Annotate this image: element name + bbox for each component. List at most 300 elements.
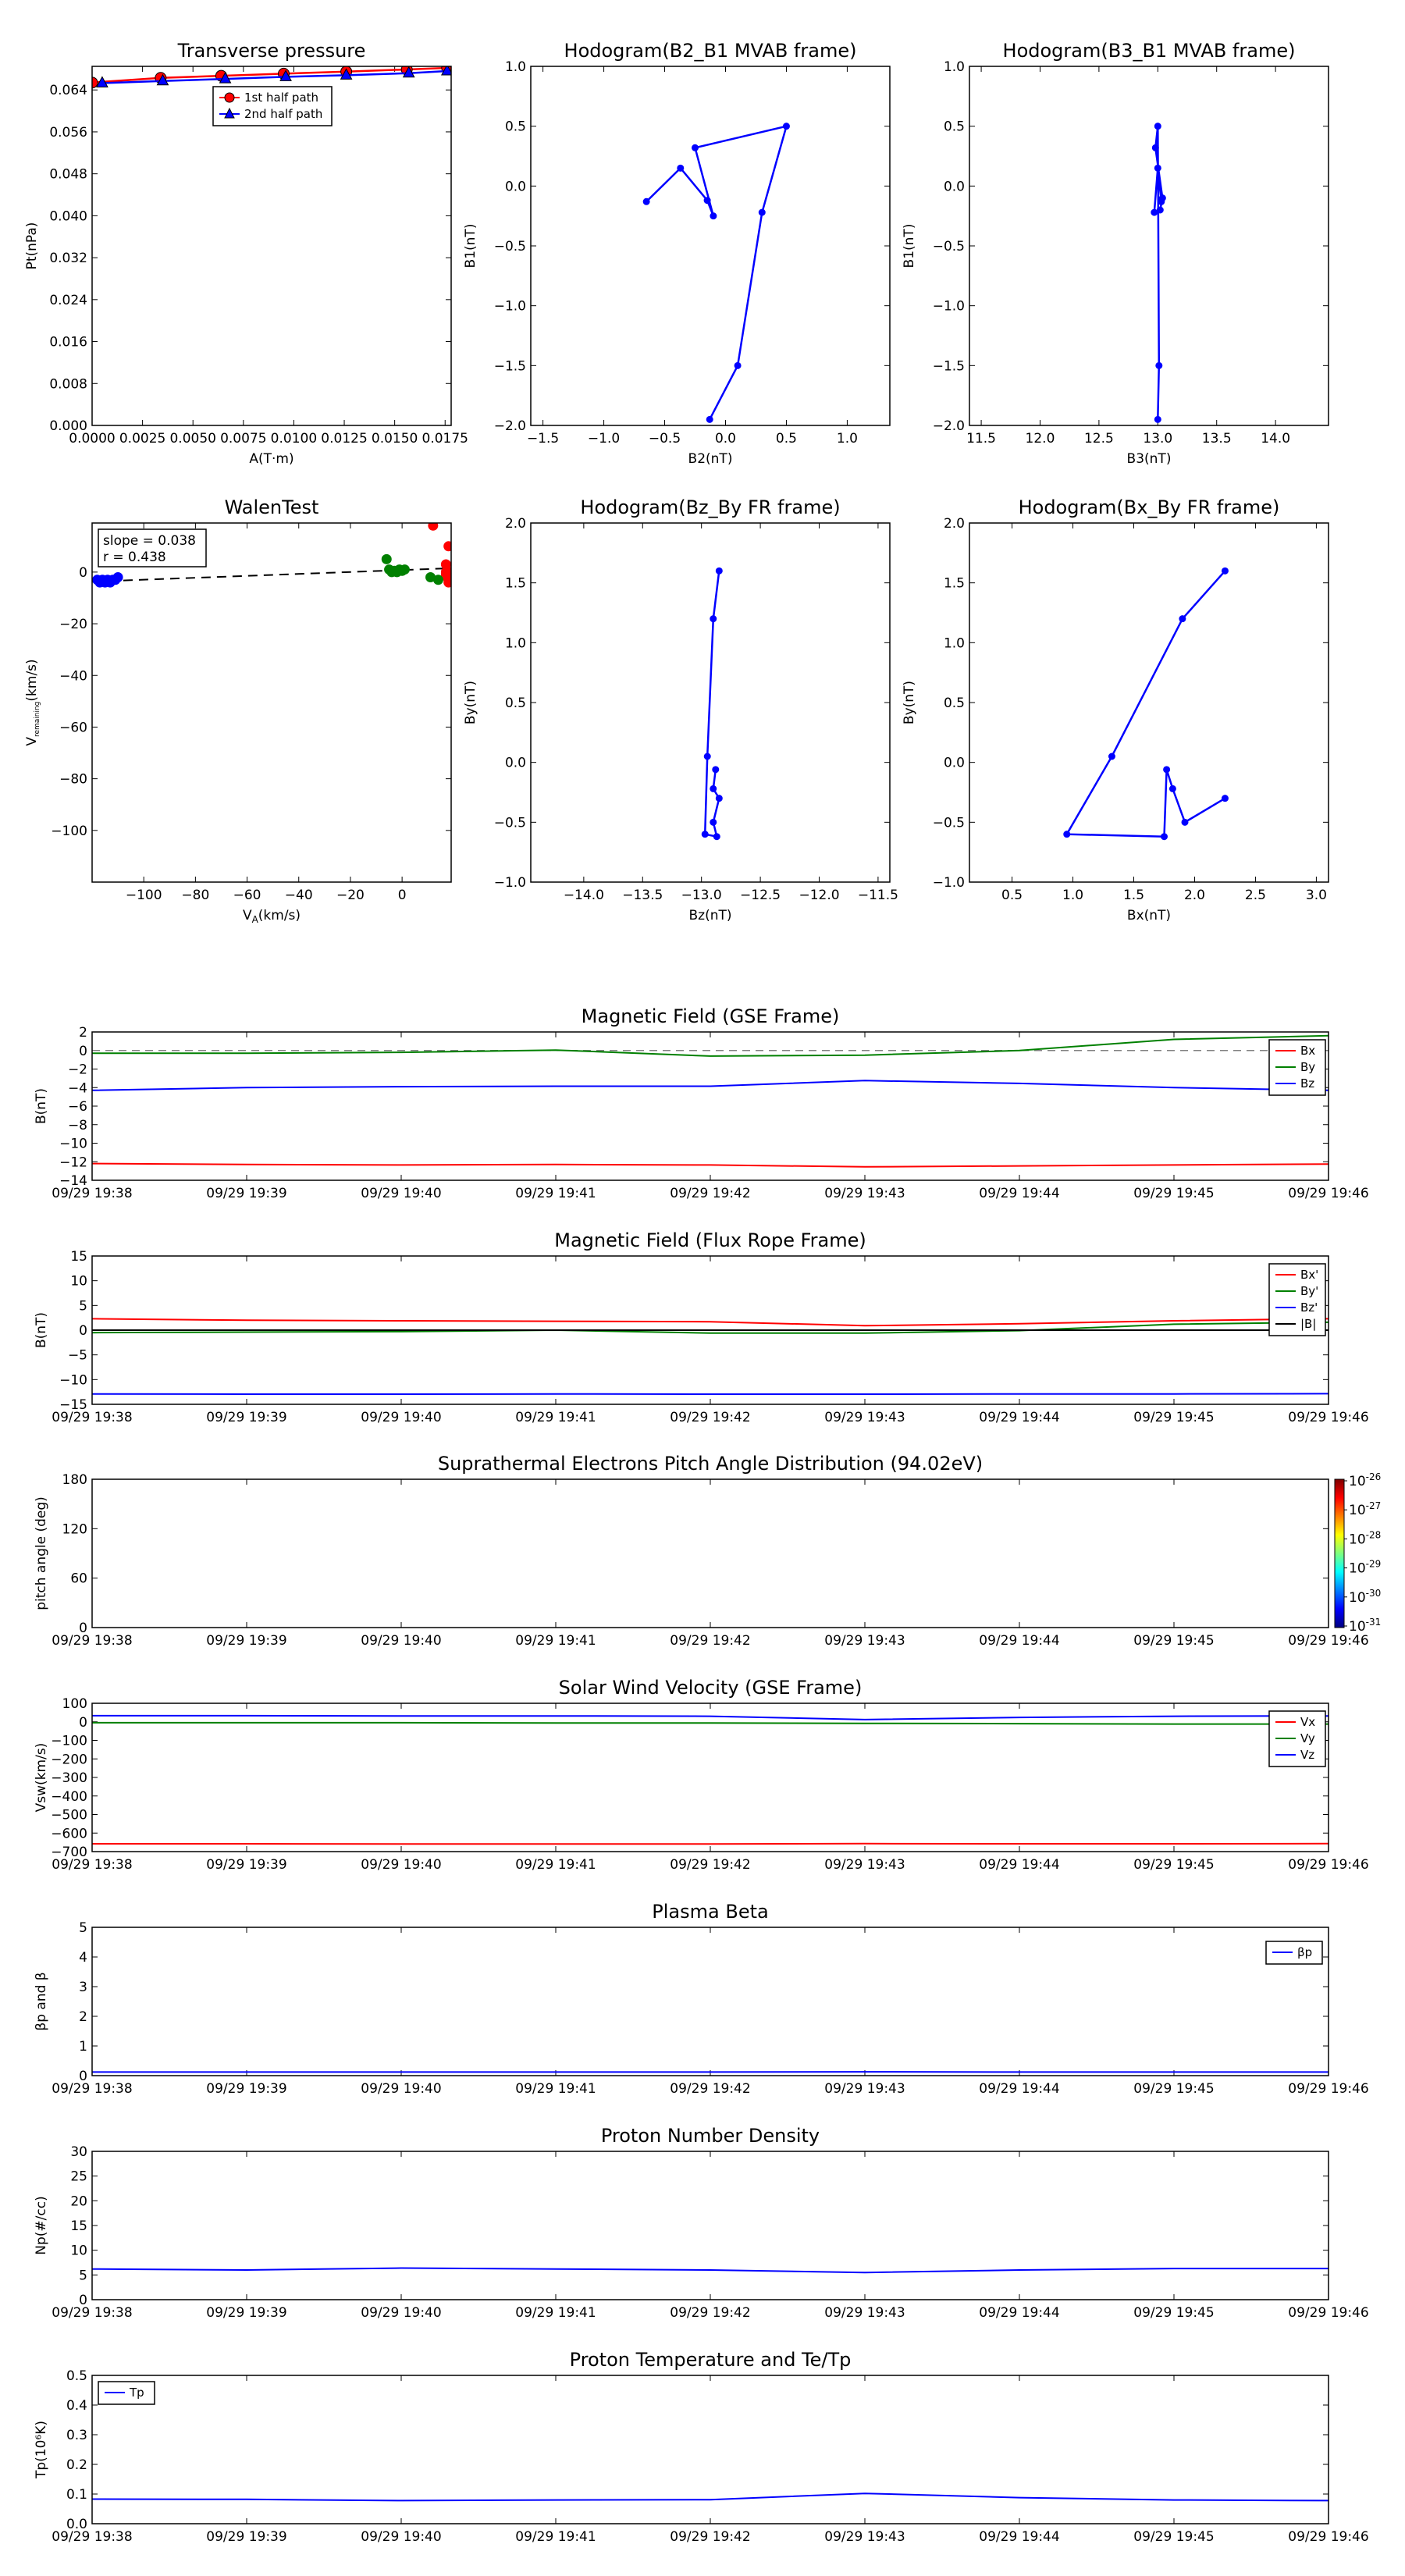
x-tick-label: 14.0	[1261, 431, 1291, 447]
colorbar-tick-label	[1349, 1617, 1381, 1635]
plot-frame	[92, 1032, 1329, 1180]
colorbar-tick-exponent: -30	[1365, 1587, 1382, 1599]
y-tick-label: −0.5	[493, 239, 526, 254]
chart-title: Hodogram(Bz_By FR frame)	[580, 496, 841, 518]
data-point	[713, 834, 720, 840]
x-tick-label: 09/29 19:39	[206, 1186, 287, 1201]
x-tick-label: 09/29 19:45	[1133, 1410, 1215, 1425]
x-tick-label: 11.5	[966, 431, 997, 447]
y-tick-label: −1.0	[493, 875, 526, 891]
plot-frame	[92, 1927, 1329, 2076]
colorbar-tick-exponent: -29	[1365, 1558, 1382, 1570]
y-tick-label: 0	[79, 1714, 87, 1731]
plot-frame	[969, 66, 1329, 425]
data-point	[710, 616, 717, 622]
data-point	[1157, 207, 1163, 213]
y-tick-label: 0.048	[49, 166, 87, 183]
x-tick-label: 09/29 19:44	[979, 2305, 1060, 2321]
y-tick-label: 0.4	[66, 2398, 87, 2414]
y-tick-label: −600	[51, 1826, 87, 1842]
series-line	[92, 1716, 1329, 1720]
y-tick-label: −60	[59, 720, 87, 736]
x-tick-label: 09/29 19:43	[824, 1186, 905, 1201]
data-point	[1179, 616, 1186, 622]
data-point	[710, 819, 717, 825]
x-tick-label: 09/29 19:40	[361, 1186, 442, 1201]
legend-label: |B|	[1300, 1317, 1317, 1331]
series-line	[92, 2493, 1329, 2500]
data-point	[1159, 195, 1165, 201]
y-tick-label: −40	[59, 668, 87, 685]
x-tick-label: 09/29 19:43	[824, 1857, 905, 1873]
y-axis-label: βp and β	[34, 1972, 49, 2031]
plasma-beta-panel	[34, 1901, 1369, 2097]
y-tick-label: −0.5	[932, 815, 965, 831]
y-tick-label: 2.0	[943, 516, 965, 532]
x-tick-label: −100	[125, 888, 162, 903]
chart-title: Plasma Beta	[652, 1901, 769, 1923]
data-point	[643, 198, 649, 205]
colorbar-tick-label	[1349, 1529, 1381, 1547]
x-tick-label: 09/29 19:41	[515, 1186, 596, 1201]
x-tick-label: 09/29 19:39	[206, 2081, 287, 2097]
x-tick-label: 0.0000	[69, 431, 116, 447]
x-tick-label: 09/29 19:41	[515, 2081, 596, 2097]
hodogram-bz-by-panel	[463, 496, 898, 923]
data-point	[1152, 144, 1158, 151]
x-tick-label: −12.0	[799, 888, 840, 903]
x-tick-label: −12.5	[740, 888, 781, 903]
x-tick-label: 1.0	[1062, 888, 1084, 903]
x-tick-label: −11.5	[857, 888, 898, 903]
plot-frame	[92, 1703, 1329, 1852]
y-tick-label: 10	[70, 2243, 87, 2259]
x-tick-label: 09/29 19:41	[515, 1410, 596, 1425]
x-tick-label: 1.5	[1122, 888, 1145, 903]
legend-label: By	[1300, 1060, 1316, 1074]
x-tick-label: 09/29 19:46	[1288, 2081, 1369, 2097]
legend-label: By'	[1300, 1284, 1319, 1298]
y-tick-label: −200	[51, 1752, 87, 1768]
x-tick-label: 3.0	[1305, 888, 1327, 903]
scatter-point	[382, 554, 391, 564]
x-tick-label: 09/29 19:40	[361, 1410, 442, 1425]
y-tick-label: 0.5	[943, 119, 965, 135]
x-tick-label: 2.5	[1244, 888, 1266, 903]
x-tick-label: 0.0175	[422, 431, 468, 447]
data-point	[704, 197, 710, 204]
x-tick-label: 12.5	[1083, 431, 1114, 447]
annotation-text: r = 0.438	[103, 550, 166, 565]
y-tick-label: 1.5	[943, 575, 965, 592]
x-tick-label: 0.5	[1001, 888, 1023, 903]
chart-title: Hodogram(B3_B1 MVAB frame)	[1002, 40, 1296, 62]
y-tick-label: 0.5	[504, 119, 526, 135]
y-tick-label: 1.0	[504, 635, 526, 652]
plot-frame	[92, 2151, 1329, 2300]
x-tick-label: −14.0	[563, 888, 604, 903]
legend-label: Bz'	[1300, 1300, 1318, 1315]
y-axis-label: Vsw(km/s)	[34, 1742, 49, 1813]
y-tick-label: 120	[62, 1521, 87, 1538]
y-tick-label: 30	[70, 2144, 87, 2160]
plot-area	[92, 1716, 1329, 1844]
legend	[1269, 1040, 1325, 1095]
y-tick-label: −80	[59, 771, 87, 788]
data-point	[716, 568, 722, 574]
x-tick-label: 09/29 19:42	[670, 1633, 751, 1649]
colorbar-tick-label	[1349, 1559, 1381, 1577]
x-tick-label: 09/29 19:42	[670, 2529, 751, 2545]
y-tick-label: 4	[79, 1950, 87, 1966]
data-point	[692, 144, 699, 151]
x-tick-label: 09/29 19:38	[52, 2081, 133, 2097]
series-line	[92, 1080, 1329, 1091]
annotation-text: slope = 0.038	[103, 533, 196, 549]
x-tick-label: 09/29 19:40	[361, 1857, 442, 1873]
chart-title: Transverse pressure	[177, 40, 366, 62]
x-tick-label: 0.0150	[371, 431, 418, 447]
x-tick-label: 12.0	[1025, 431, 1055, 447]
plot-area	[643, 123, 789, 423]
x-tick-label: 09/29 19:46	[1288, 1857, 1369, 1873]
data-point	[716, 795, 722, 802]
colorbar-tick-base: 10	[1349, 1589, 1366, 1606]
y-tick-label: 0.0	[943, 179, 965, 195]
x-tick-label: 09/29 19:40	[361, 2081, 442, 2097]
y-tick-label: 0.024	[49, 292, 87, 308]
y-tick-label: 0.0	[943, 755, 965, 771]
scatter-point	[444, 542, 454, 551]
chart-title: Suprathermal Electrons Pitch Angle Distribution (94.02eV)	[437, 1453, 984, 1475]
chart-title: Magnetic Field (Flux Rope Frame)	[554, 1229, 866, 1251]
data-point	[710, 785, 717, 792]
series-line	[1067, 571, 1225, 836]
x-tick-label: 09/29 19:46	[1288, 2529, 1369, 2545]
plot-area	[92, 1036, 1329, 1167]
x-tick-label: −13.5	[622, 888, 663, 903]
x-tick-label: 13.0	[1143, 431, 1173, 447]
x-tick-label: −80	[181, 888, 210, 903]
plot-area	[1064, 568, 1229, 839]
chart-title: Proton Temperature and Te/Tp	[569, 2349, 852, 2371]
y-tick-label: 10	[70, 1273, 87, 1290]
plot-frame	[531, 66, 890, 425]
x-tick-label: −1.0	[587, 431, 621, 447]
legend	[213, 87, 332, 126]
y-tick-label: −5	[67, 1347, 87, 1364]
legend-label: βp	[1297, 1945, 1313, 1959]
data-point	[1222, 568, 1228, 574]
y-tick-label: −2.0	[932, 418, 965, 434]
y-tick-label: −14	[59, 1173, 87, 1189]
x-tick-label: 0.0125	[321, 431, 368, 447]
colorbar-tick-exponent: -27	[1365, 1500, 1382, 1512]
y-tick-label: 0.5	[943, 696, 965, 711]
y-tick-label: −100	[51, 823, 87, 839]
scatter-point	[113, 572, 123, 582]
scatter-point	[400, 565, 409, 575]
series-line	[92, 1036, 1329, 1056]
y-tick-label: −6	[67, 1099, 87, 1115]
x-tick-label: 09/29 19:41	[515, 1633, 596, 1649]
legend	[1266, 1941, 1322, 1964]
data-point	[1161, 834, 1167, 840]
x-tick-label: 09/29 19:42	[670, 1186, 751, 1201]
y-tick-label: 100	[62, 1696, 87, 1712]
plot-area	[92, 2268, 1329, 2273]
x-tick-label: 09/29 19:43	[824, 1410, 905, 1425]
plot-frame	[92, 2375, 1329, 2524]
data-point	[1108, 753, 1115, 760]
series-line	[92, 1844, 1329, 1845]
y-tick-label: −1.5	[932, 358, 965, 375]
y-tick-label: 2	[79, 2009, 87, 2025]
legend	[1269, 1264, 1325, 1336]
x-tick-label: 09/29 19:44	[979, 2529, 1060, 2545]
data-point	[1154, 165, 1161, 171]
x-tick-label: 09/29 19:45	[1133, 2529, 1215, 2545]
x-axis-label: A(T·m)	[249, 451, 294, 467]
y-tick-label: −20	[59, 617, 87, 633]
x-tick-label: 09/29 19:44	[979, 1410, 1060, 1425]
y-tick-label: −4	[67, 1080, 87, 1097]
x-tick-label: 09/29 19:45	[1133, 2305, 1215, 2321]
x-tick-label: −60	[233, 888, 261, 903]
series-line	[92, 2268, 1329, 2273]
y-tick-label: 15	[70, 1249, 87, 1265]
y-tick-label: 1.0	[504, 59, 526, 75]
x-tick-label: 09/29 19:42	[670, 2305, 751, 2321]
chart-title: Hodogram(Bx_By FR frame)	[1018, 496, 1280, 518]
data-point	[783, 123, 789, 130]
y-tick-label: 0.008	[49, 376, 87, 393]
x-axis-label: B2(nT)	[688, 451, 733, 467]
x-tick-label: 09/29 19:38	[52, 1410, 133, 1425]
x-tick-label: 0.5	[775, 431, 797, 447]
y-tick-label: 0.064	[49, 83, 87, 99]
y-tick-label: 5	[79, 1298, 87, 1315]
x-tick-label: 09/29 19:39	[206, 1410, 287, 1425]
y-tick-label: 0.000	[49, 418, 87, 434]
colorbar-tick-label	[1349, 1471, 1381, 1489]
x-tick-label: −1.5	[526, 431, 560, 447]
y-axis-label: B(nT)	[34, 1311, 49, 1349]
y-tick-label: 1.0	[943, 635, 965, 652]
colorbar-tick-exponent: -26	[1365, 1471, 1382, 1482]
magnetic-field-gse-panel	[34, 1005, 1369, 1201]
x-tick-label: 09/29 19:45	[1133, 1857, 1215, 1873]
x-tick-label: 09/29 19:43	[824, 2305, 905, 2321]
y-tick-label: −10	[59, 1372, 87, 1389]
y-tick-label: 180	[62, 1472, 87, 1488]
x-tick-label: 09/29 19:46	[1288, 2305, 1369, 2321]
x-tick-label: 09/29 19:40	[361, 1633, 442, 1649]
plot-frame	[92, 1479, 1329, 1628]
chart-title: WalenTest	[224, 496, 319, 518]
magnetic-field-flux-rope-panel	[34, 1229, 1369, 1425]
colorbar-tick-label	[1349, 1588, 1381, 1606]
x-tick-label: 09/29 19:43	[824, 2529, 905, 2545]
x-tick-label: 09/29 19:39	[206, 1633, 287, 1649]
x-tick-label: 09/29 19:38	[52, 2529, 133, 2545]
y-tick-label: 15	[70, 2218, 87, 2234]
chart-title: Solar Wind Velocity (GSE Frame)	[558, 1677, 863, 1699]
legend-label: 1st half path	[244, 91, 319, 105]
data-point	[706, 416, 713, 422]
walen-test-panel	[24, 496, 456, 925]
legend-label: Bz	[1300, 1076, 1315, 1091]
y-tick-label: 0.0	[504, 179, 526, 195]
series-line	[92, 1322, 1329, 1333]
x-axis-label: $V_A(km/s)$	[242, 908, 301, 925]
plot-area	[1151, 123, 1166, 423]
series-line	[92, 1164, 1329, 1167]
hodogram-bx-by-panel	[902, 496, 1329, 923]
y-tick-label: −1.0	[493, 298, 526, 315]
y-tick-label: 0.056	[49, 124, 87, 141]
y-tick-label: −100	[51, 1733, 87, 1749]
x-tick-label: 0.0075	[220, 431, 267, 447]
x-tick-label: 0.0025	[119, 431, 166, 447]
colorbar	[1335, 1479, 1344, 1628]
y-tick-label: 0.1	[66, 2487, 87, 2503]
y-tick-label: 25	[70, 2169, 87, 2185]
hodogram-b3-b1-panel	[902, 40, 1329, 467]
y-tick-label: 0.040	[49, 208, 87, 225]
colorbar-tick-exponent: -31	[1365, 1617, 1382, 1628]
y-tick-label: 0.0	[66, 2517, 87, 2532]
y-axis-label: B1(nT)	[902, 223, 917, 269]
x-tick-label: 09/29 19:44	[979, 1633, 1060, 1649]
x-tick-label: −0.5	[648, 431, 681, 447]
y-tick-label: 0	[79, 1621, 87, 1636]
y-tick-label: −1.0	[932, 875, 965, 891]
y-tick-label: 1.5	[504, 575, 526, 592]
data-point	[710, 213, 717, 219]
data-point	[704, 753, 710, 760]
legend-label: Bx	[1300, 1044, 1316, 1058]
x-tick-label: 09/29 19:44	[979, 1857, 1060, 1873]
y-tick-label: 5	[79, 2268, 87, 2284]
legend-label: Vx	[1300, 1715, 1316, 1729]
x-tick-label: 09/29 19:41	[515, 2529, 596, 2545]
x-tick-label: 09/29 19:43	[824, 1633, 905, 1649]
legend	[98, 2382, 155, 2404]
x-tick-label: 0.0050	[169, 431, 216, 447]
y-tick-label: 0	[79, 1323, 87, 1339]
y-tick-label: 0.3	[66, 2428, 87, 2443]
series-line	[92, 1318, 1329, 1325]
x-tick-label: −20	[336, 888, 365, 903]
data-point	[1151, 209, 1158, 215]
solar-wind-velocity-panel	[34, 1677, 1369, 1873]
x-tick-label: 09/29 19:40	[361, 2529, 442, 2545]
suprathermal-pad-panel	[34, 1453, 1381, 1649]
x-tick-label: 09/29 19:44	[979, 1186, 1060, 1201]
scatter-point	[433, 575, 443, 585]
plot-area	[92, 1318, 1329, 1394]
y-tick-label: −700	[51, 1845, 87, 1860]
x-tick-label: 09/29 19:41	[515, 1857, 596, 1873]
x-tick-label: 09/29 19:46	[1288, 1633, 1369, 1649]
x-tick-label: 09/29 19:38	[52, 1857, 133, 1873]
x-tick-label: 09/29 19:38	[52, 1633, 133, 1649]
y-tick-label: 0.016	[49, 334, 87, 350]
y-axis-label: By(nT)	[902, 680, 917, 725]
colorbar-tick-base: 10	[1349, 1560, 1366, 1577]
data-point	[759, 209, 765, 215]
legend-marker	[225, 93, 234, 102]
y-tick-label: 0.2	[66, 2457, 87, 2473]
series-line	[646, 126, 786, 420]
y-tick-label: −300	[51, 1770, 87, 1786]
colorbar-tick-exponent: -28	[1365, 1529, 1382, 1541]
x-tick-label: 0	[397, 888, 407, 903]
y-tick-label: −10	[59, 1136, 87, 1152]
legend-label: Vy	[1300, 1731, 1315, 1745]
x-tick-label: 09/29 19:44	[979, 2081, 1060, 2097]
y-axis-label: Np(#/cc)	[34, 2196, 49, 2255]
series-line	[92, 68, 447, 83]
y-tick-label: 0	[79, 564, 87, 581]
x-tick-label: 09/29 19:42	[670, 2081, 751, 2097]
y-tick-label: 5	[79, 1920, 87, 1936]
y-tick-label: 0.0	[504, 755, 526, 771]
y-tick-label: 2	[79, 1025, 87, 1041]
y-tick-label: −1.5	[493, 358, 526, 375]
data-point	[1182, 819, 1188, 825]
data-point	[1222, 795, 1228, 802]
y-axis-label: By(nT)	[463, 680, 478, 725]
legend-label: Tp	[130, 2386, 144, 2400]
x-tick-label: 0.0100	[270, 431, 318, 447]
x-tick-label: 09/29 19:38	[52, 2305, 133, 2321]
colorbar-tick-base: 10	[1349, 1503, 1366, 1519]
x-tick-label: 09/29 19:45	[1133, 1186, 1215, 1201]
series-line	[92, 1393, 1329, 1394]
colorbar-tick-base: 10	[1349, 1532, 1366, 1548]
y-tick-label: −8	[67, 1117, 87, 1133]
colorbar-tick-base: 10	[1349, 1474, 1366, 1489]
x-tick-label: 09/29 19:46	[1288, 1186, 1369, 1201]
x-tick-label: 0.0	[714, 431, 737, 447]
y-tick-label: −0.5	[932, 239, 965, 254]
colorbar-tick-base: 10	[1349, 1619, 1366, 1635]
y-tick-label: −400	[51, 1788, 87, 1805]
x-tick-label: 13.5	[1201, 431, 1232, 447]
plot-area	[92, 2493, 1329, 2500]
legend	[1269, 1711, 1325, 1767]
data-point	[678, 165, 684, 171]
y-tick-label: −1.0	[932, 298, 965, 315]
y-tick-label: −2.0	[493, 418, 526, 434]
x-tick-label: 09/29 19:46	[1288, 1410, 1369, 1425]
hodogram-b2-b1-panel	[463, 40, 890, 467]
y-axis-label: $V_{remaining}(km/s)$	[24, 659, 41, 746]
x-tick-label: 09/29 19:40	[361, 2305, 442, 2321]
y-tick-label: −0.5	[493, 815, 526, 831]
y-tick-label: −15	[59, 1397, 87, 1413]
chart-title: Proton Number Density	[600, 2125, 820, 2147]
x-tick-label: 09/29 19:45	[1133, 2081, 1215, 2097]
y-axis-label: Pt(nPa)	[24, 222, 40, 270]
legend-label: Vz	[1300, 1748, 1315, 1762]
y-tick-label: 20	[70, 2194, 87, 2210]
x-tick-label: 2.0	[1183, 888, 1205, 903]
y-tick-label: 0	[79, 2069, 87, 2084]
plot-frame	[969, 523, 1329, 882]
